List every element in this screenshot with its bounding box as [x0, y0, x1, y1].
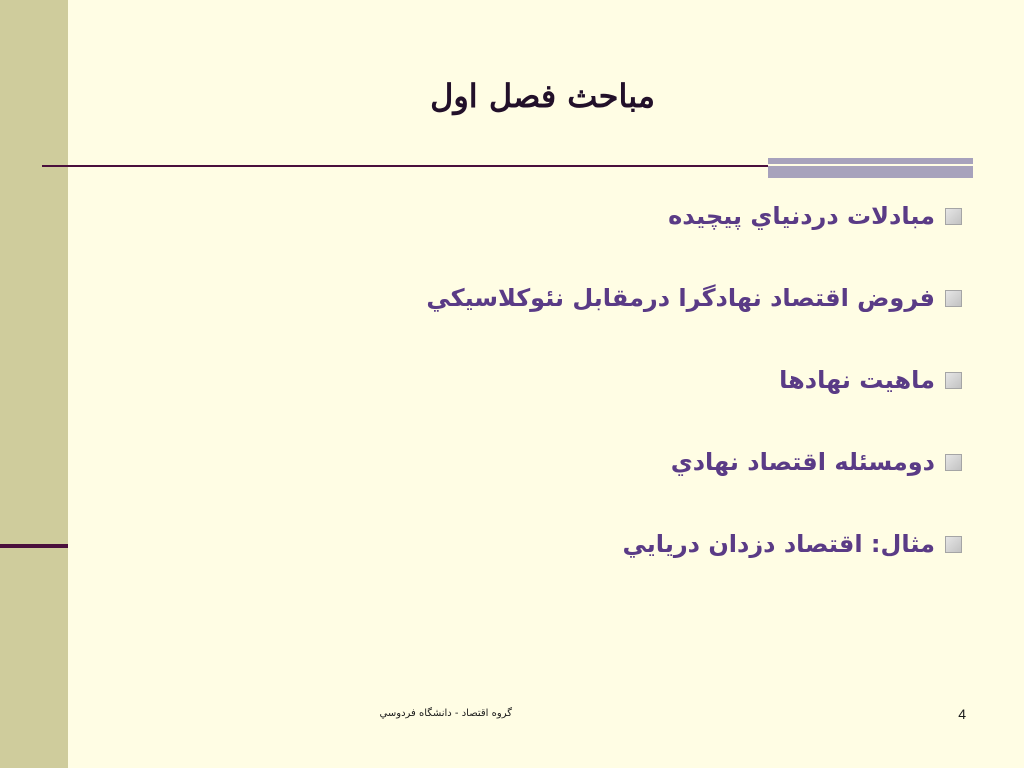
bullet-text: فروض اقتصاد نهادگرا درمقابل نئوكلاسيكي	[426, 284, 935, 312]
bullet-text: مثال: اقتصاد دزدان دريايي	[622, 530, 935, 558]
gray-square-bullet-icon	[945, 208, 962, 225]
gray-square-bullet-icon	[945, 454, 962, 471]
slide-footer: گروه اقتصاد - دانشگاه فردوسي	[379, 708, 512, 719]
title-divider-accent-bar	[768, 158, 973, 178]
bullet-text: ماهيت نهادها	[779, 366, 935, 394]
left-band-accent-line	[0, 544, 68, 548]
gray-square-bullet-icon	[945, 372, 962, 389]
slide-title: مباحث فصل اول	[430, 77, 655, 115]
bullet-list	[120, 196, 962, 606]
bullet-text: دومسئله اقتصاد نهادي	[670, 448, 935, 476]
gray-square-bullet-icon	[945, 536, 962, 553]
left-decorative-band	[0, 0, 68, 768]
slide-number: 4	[958, 706, 966, 722]
bullet-item	[120, 442, 962, 524]
bullet-item	[120, 278, 962, 360]
bullet-text: مبادلات دردنياي پيچيده	[668, 202, 935, 230]
bullet-item	[120, 360, 962, 442]
bullet-item	[120, 524, 962, 606]
gray-square-bullet-icon	[945, 290, 962, 307]
bullet-item	[120, 196, 962, 278]
